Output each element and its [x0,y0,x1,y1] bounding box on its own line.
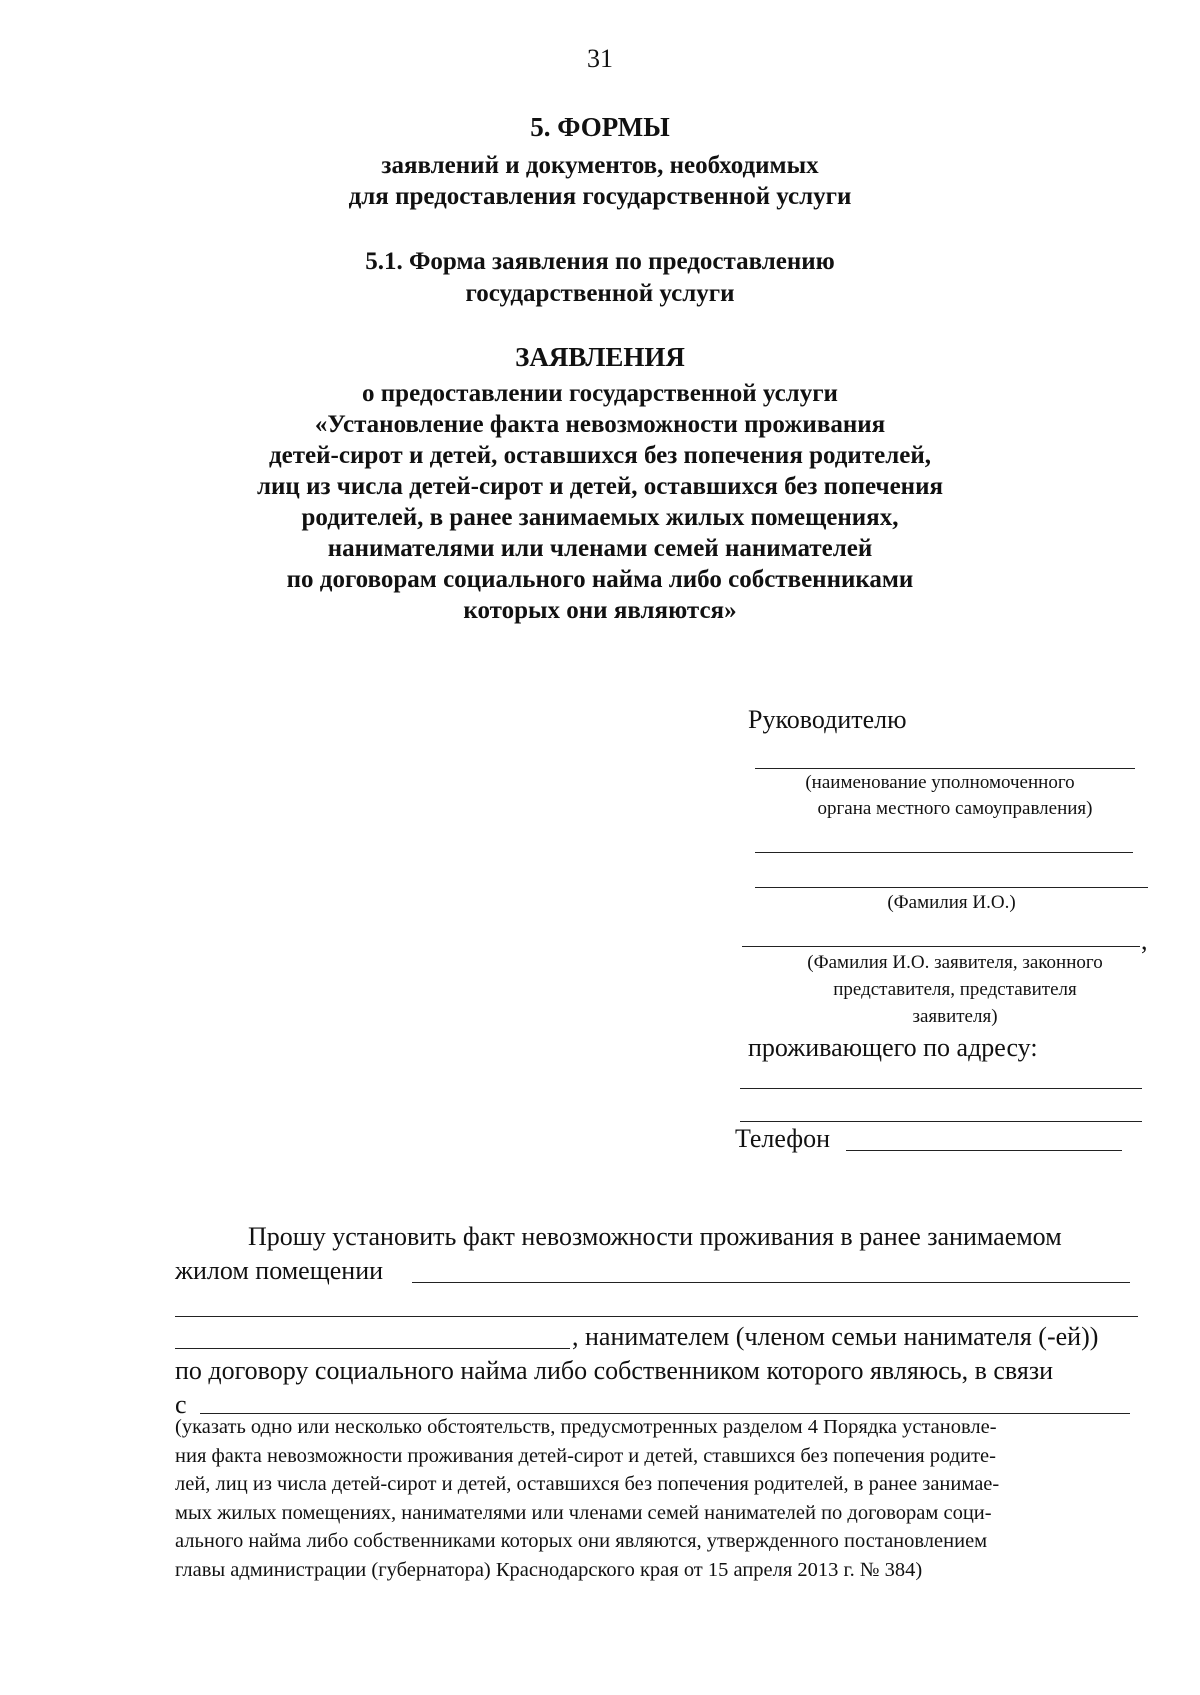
subsection-line-2: государственной услуги [465,280,735,307]
statement-line-4: лиц из числа детей-сирот и детей, оставшихся без попечения [256,473,943,500]
dwelling-field-2[interactable] [175,1316,1138,1317]
statement-line-5: родителей, в ранее занимаемых жилых помещениях, [301,504,899,531]
note-line-4: мых жилых помещениях, нанимателями или членами семей нанимателей по договорам соци- [175,1501,992,1524]
note-line-3: лей, лиц из числа детей-сирот и детей, оставшихся без попечения родителей, в ранее занимае- [175,1473,1000,1495]
statement-line-2: «Установление факта невозможности проживания [314,411,886,438]
statement-line-1: о предоставлении государственной услуги [362,380,838,407]
request-line-1: Прошу установить факт невозможности проживания в ранее занимаемом [248,1222,1062,1251]
note-line-1: (указать одно или несколько обстоятельств, предусмотренных разделом 4 Порядка установле- [175,1416,997,1438]
applicant-hint-line-1: (Фамилия И.О. заявителя, законного [807,952,1103,973]
applicant-comma: , [1141,926,1148,955]
statement-line-7: по договорам социального найма либо собственниками [286,566,914,593]
dwelling-field-3[interactable] [175,1348,570,1349]
address-label: проживающего по адресу: [748,1033,1038,1062]
section-subtitle-line-2: для предоставления государственной услуги [348,183,852,210]
section-title: 5. ФОРМЫ [530,112,670,142]
subsection-line-1: 5.1. Форма заявления по предоставлению [365,248,835,275]
phone-field[interactable] [846,1150,1122,1151]
statement-line-6: нанимателями или членами семей нанимателей [327,535,873,562]
circumstances-note [175,1413,1137,1584]
recipient-name-hint: (Фамилия И.О.) [887,892,1016,913]
dwelling-field[interactable] [412,1282,1130,1283]
note-line-5: ального найма либо собственниками которых они являются, утвержденного постановлением [175,1530,988,1552]
org-name-field[interactable] [755,768,1135,769]
statement-line-8: которых они являются» [463,597,737,624]
phone-label: Телефон [735,1124,831,1153]
request-line-5: по договору социального найма либо собственником которого являюсь, в связи [175,1356,1054,1385]
statement-line-3: детей-сирот и детей, оставшихся без попечения родителей, [269,442,931,469]
address-field-2[interactable] [740,1121,1142,1122]
addressee-label: Руководителю [748,705,907,734]
org-hint-line-1: (наименование уполномоченного [805,772,1075,793]
request-line-2-label: жилом помещении [175,1256,384,1285]
org-hint-line-2: органа местного самоуправления) [817,798,1093,819]
statement-title: ЗАЯВЛЕНИЯ [515,342,685,372]
section-subtitle-line-1: заявлений и документов, необходимых [381,152,819,179]
recipient-name-field[interactable] [755,887,1148,888]
request-line-4-suffix: , нанимателем (членом семьи нанимателя (-ей)) [572,1322,1099,1351]
applicant-hint-line-3: заявителя) [912,1006,998,1027]
note-line-6: главы администрации (губернатора) Краснодарского края от 15 апреля 2013 г. № 384) [175,1558,923,1581]
request-line-6-label: с [175,1390,187,1419]
applicant-name-field[interactable] [742,946,1140,947]
applicant-hint-line-2: представителя, представителя [833,979,1077,1000]
page-number: 31 [587,44,613,73]
note-line-2: ния факта невозможности проживания детей-сирот и детей, ставшихся без попечения родите- [175,1444,996,1467]
org-name-field-2[interactable] [755,852,1133,853]
address-field-1[interactable] [740,1088,1142,1089]
